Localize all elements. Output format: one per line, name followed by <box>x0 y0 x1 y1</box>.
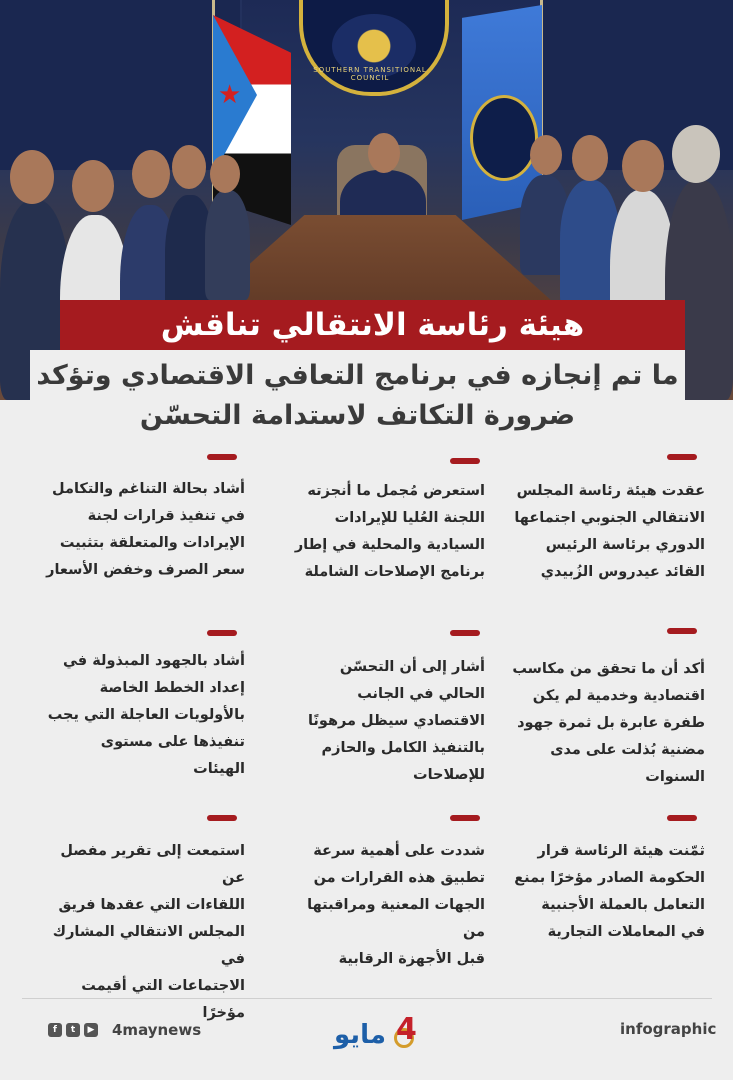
logo-arabic: مايو <box>334 1020 386 1050</box>
fact-text: أشاد بالجهود المبذولة في إعداد الخطط الخاصة بالأولويات العاجلة التي يجب تنفيذها على مستوى الهيئات <box>47 653 245 777</box>
footer-divider <box>22 998 712 999</box>
headline: هيئة رئاسة الانتقالي تناقش <box>60 300 685 350</box>
brand-logo <box>334 1012 424 1056</box>
fact-item <box>505 838 705 946</box>
meeting-photo: ★ SOUTHERN TRANSITIONAL COUNCIL <box>0 0 733 400</box>
fact-text: استمعت إلى تقرير مفصل عن اللقاءات التي عقدها فريق المجلس الانتقالي المشارك في الاجتماعات التي أقيمت مؤخرًا <box>52 843 245 1021</box>
fact-item <box>285 838 485 973</box>
emblem-text: SOUTHERN TRANSITIONAL COUNCIL <box>313 66 427 82</box>
item-marker <box>667 815 697 821</box>
fact-text: ثمّنت هيئة الرئاسة قرار الحكومة الصادر مؤخرًا بمنع التعامل بالعملة الأجنبية في المعاملات التجارية <box>514 843 705 940</box>
fact-item <box>285 654 485 789</box>
twitter-icon[interactable]: t <box>66 1023 80 1037</box>
facebook-icon[interactable]: f <box>48 1023 62 1037</box>
item-marker <box>450 630 480 636</box>
fact-text: شددت على أهمية سرعة تطبيق هذه القرارات من الجهات المعنية ومراقبتها من قبل الأجهزة الرقابية <box>307 843 485 967</box>
fact-text: أشار إلى أن التحسّن الحالي في الجانب الاقتصادي سيظل مرهونًا بالتنفيذ الكامل والحازم للإصلاحات <box>307 659 485 783</box>
site-name: 4maynews <box>112 1021 202 1039</box>
fact-text: أكد أن ما تحقق من مكاسب اقتصادية وخدمية لم يكن طفرة عابرة بل ثمرة جهود مضنية بُذلت على مدى السنوات <box>512 661 705 785</box>
item-marker <box>207 815 237 821</box>
fact-item <box>505 478 705 586</box>
fact-item <box>505 656 705 791</box>
item-marker <box>450 458 480 464</box>
item-marker <box>667 454 697 460</box>
social-links <box>48 1023 98 1037</box>
item-marker <box>667 628 697 634</box>
logo-number: 4 <box>396 1012 417 1047</box>
youtube-icon[interactable]: ▶ <box>84 1023 98 1037</box>
subheadline-line-2: ضرورة التكاتف لاستدامة التحسّن <box>139 400 576 431</box>
infographic-label: infographic <box>620 1020 717 1038</box>
fact-item <box>45 648 245 783</box>
subheadline-line-1: ما تم إنجازه في برنامج التعافي الاقتصادي وتؤكد <box>36 360 679 391</box>
item-marker <box>207 630 237 636</box>
fact-item <box>285 478 485 586</box>
fact-text: استعرض مُجمل ما أنجزته اللجنة العُليا للإيرادات السيادية والمحلية في إطار برنامج الإصلاحات الشاملة <box>294 483 485 580</box>
fact-text: أشاد بحالة التناغم والتكامل في تنفيذ قرارات لجنة الإيرادات والمتعلقة بتثبيت سعر الصرف وخفض الأسعار <box>46 481 245 578</box>
item-marker <box>450 815 480 821</box>
item-marker <box>207 454 237 460</box>
fact-text: عقدت هيئة رئاسة المجلس الانتقالي الجنوبي اجتماعها الدوري برئاسة الرئيس القائد عيدروس الزُبيدي <box>514 483 705 580</box>
fact-item <box>45 476 245 584</box>
